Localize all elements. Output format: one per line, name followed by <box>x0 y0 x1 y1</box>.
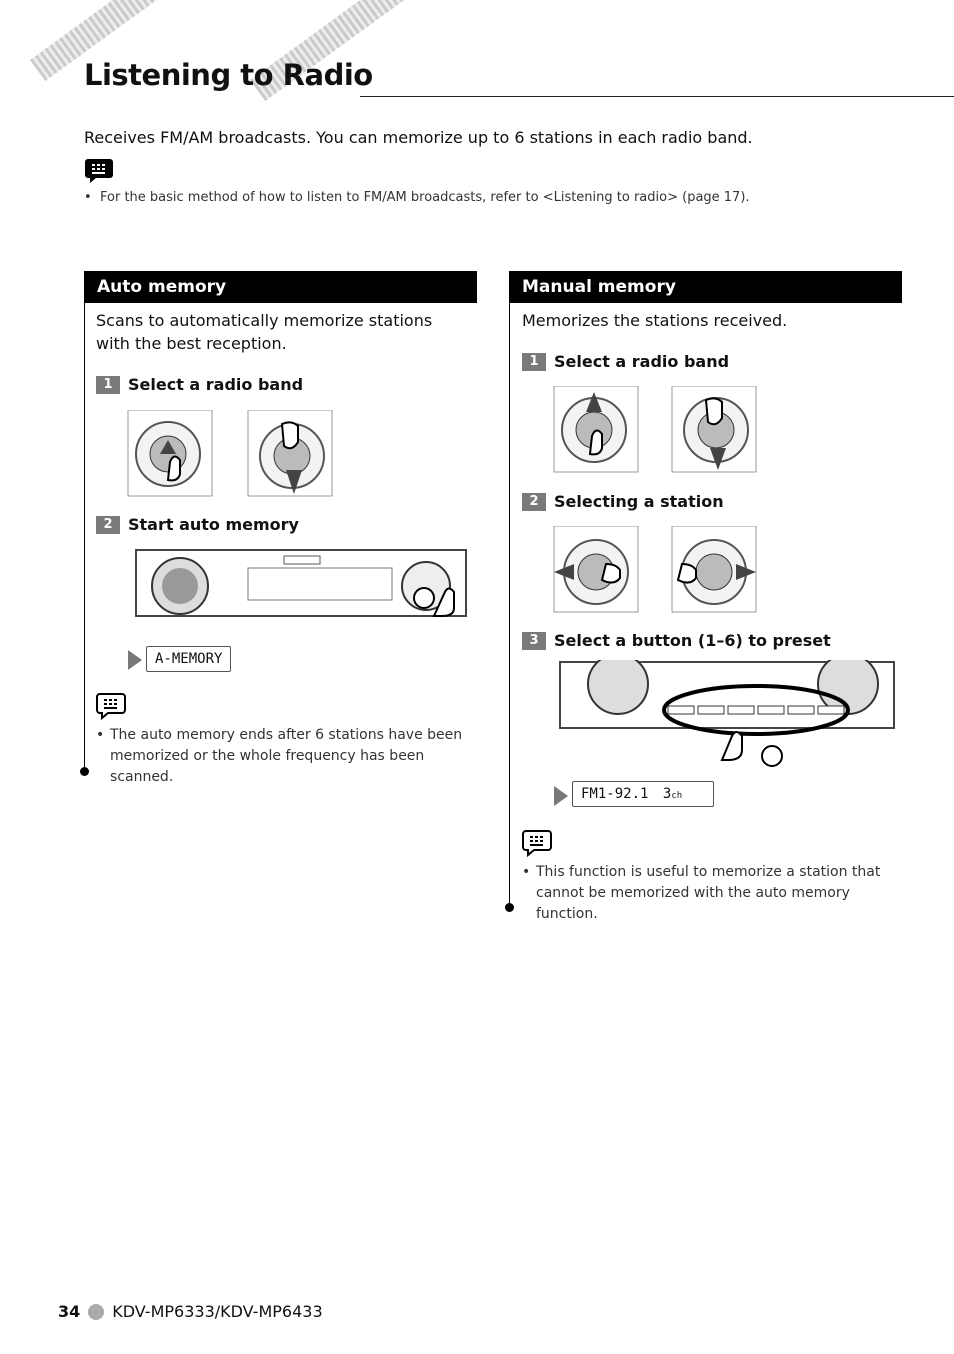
note-icon <box>84 155 114 189</box>
knob-illustration-down <box>246 410 336 502</box>
step-number: 3 <box>522 632 546 650</box>
auto-memory-rule <box>84 303 85 771</box>
knob-illustration-up <box>126 410 216 502</box>
manual-step-2 <box>522 492 724 511</box>
display-arrow <box>128 650 142 670</box>
step-label: Start auto memory <box>128 515 299 534</box>
manual-step-3 <box>522 631 831 650</box>
auto-note-text: The auto memory ends after 6 stations have been memorized or the whole frequency has been scanned. <box>110 727 463 785</box>
step-label: Select a radio band <box>554 352 730 371</box>
manual-memory-heading: Manual memory <box>509 271 902 303</box>
step-label: Selecting a station <box>554 492 724 511</box>
preset-buttons-illustration <box>558 660 898 774</box>
manual-memory-desc: Memorizes the stations received. <box>522 311 788 330</box>
note-icon <box>522 827 552 861</box>
display-readout: A-MEMORY <box>146 646 231 672</box>
front-panel-illustration <box>134 548 480 622</box>
step-number: 1 <box>522 353 546 371</box>
bullet-mark: • <box>96 727 105 743</box>
manual-note-text: This function is useful to memorize a station that cannot be memorized with the auto memory function. <box>536 864 881 922</box>
knob-illustration-left <box>552 526 642 618</box>
page-title: Listening to Radio <box>84 58 373 92</box>
step-number: 2 <box>522 493 546 511</box>
manual-note <box>522 862 897 925</box>
page-footer <box>58 1302 323 1321</box>
manual-step-1 <box>522 352 729 371</box>
note-icon <box>96 690 126 724</box>
manual-memory-rule <box>509 303 510 907</box>
step-label: Select a radio band <box>128 375 304 394</box>
knob-illustration-down <box>670 386 760 478</box>
intro-text: Receives FM/AM broadcasts. You can memorize up to 6 stations in each radio band. <box>84 128 753 147</box>
bullet-mark: • <box>522 864 531 880</box>
display-channel-unit: ch <box>671 791 683 801</box>
model-name: KDV-MP6333/KDV-MP6433 <box>112 1302 323 1321</box>
footer-dot-icon <box>88 1304 104 1320</box>
title-rule <box>360 96 954 97</box>
bullet-mark: • <box>84 190 92 205</box>
auto-note <box>96 725 466 788</box>
note-bullet <box>84 190 750 205</box>
knob-illustration-right <box>670 526 760 618</box>
page-number: 34 <box>58 1302 81 1321</box>
step-label: Select a button (1–6) to preset <box>554 631 831 650</box>
display-readout <box>572 781 714 807</box>
auto-memory-desc: Scans to automatically memorize stations with the best reception. <box>96 311 433 353</box>
display-frequency: FM1-92.1 <box>581 786 649 802</box>
display-channel-number: 3 <box>662 786 672 802</box>
auto-memory-heading: Auto memory <box>84 271 477 303</box>
note-bullet-text: For the basic method of how to listen to FM/AM broadcasts, refer to <Listening to radio> (page 17). <box>100 190 750 205</box>
auto-step-2 <box>96 515 299 534</box>
manual-memory-end-dot <box>505 903 514 912</box>
auto-memory-end-dot <box>80 767 89 776</box>
step-number: 2 <box>96 516 120 534</box>
auto-step-1 <box>96 375 303 394</box>
display-arrow <box>554 786 568 806</box>
step-number: 1 <box>96 376 120 394</box>
knob-illustration-up <box>552 386 642 478</box>
